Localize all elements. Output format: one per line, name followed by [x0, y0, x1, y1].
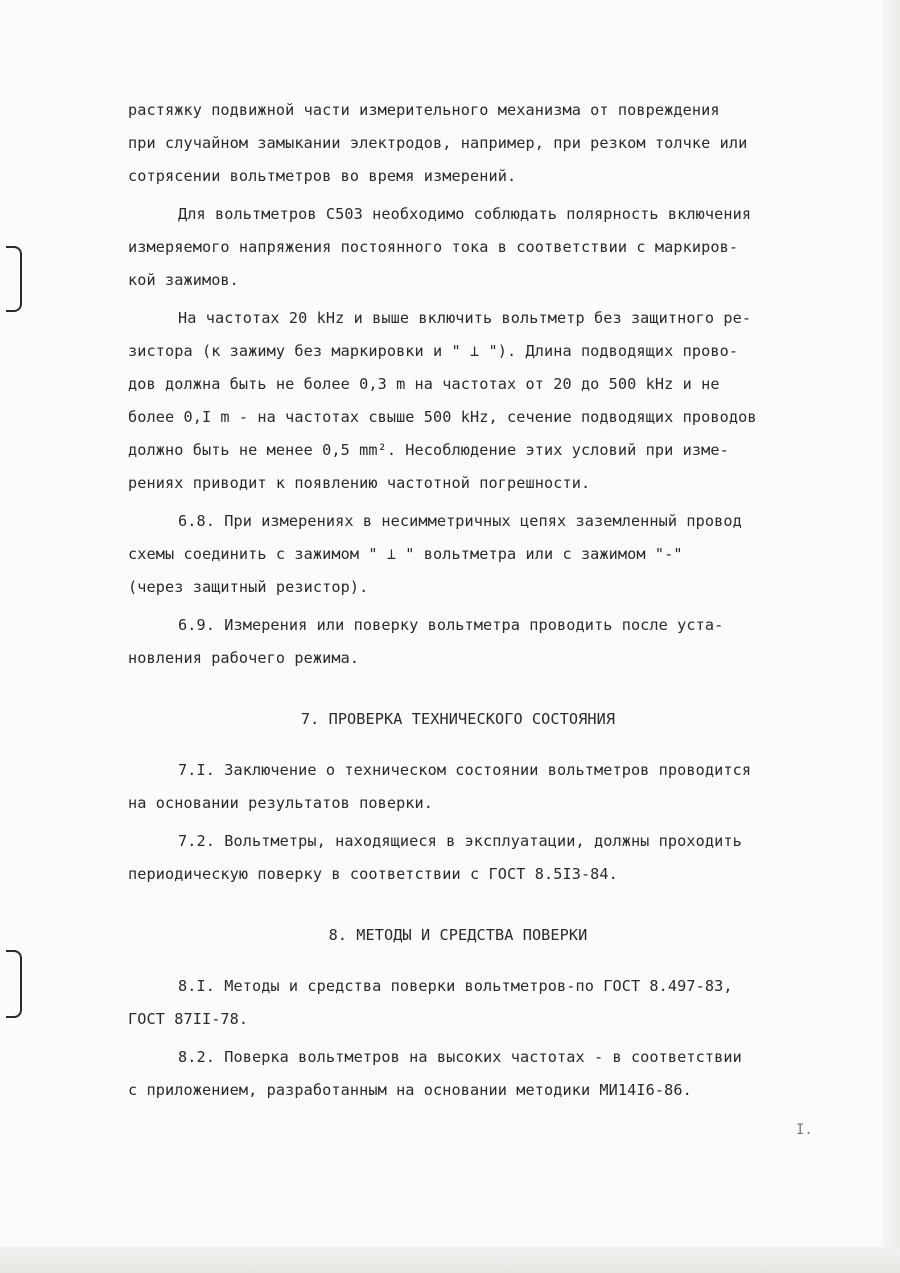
text-line: ГОСТ 87II-78.	[128, 1010, 249, 1028]
paragraph-start: 8.I. Методы и средства поверки вольтметров-по ГОСТ 8.497-83,	[178, 977, 733, 995]
paragraph-start: 6.9. Измерения или поверку вольтметра проводить после уста-	[178, 616, 724, 634]
section-heading: 8. МЕТОДЫ И СРЕДСТВА ПОВЕРКИ	[328, 926, 588, 944]
text-line: на основании результатов поверки.	[128, 794, 434, 812]
text-line: сотрясении вольтметров во время измерений.	[128, 167, 517, 185]
text-line: рениях приводит к появлению частотной погрешности.	[128, 474, 591, 492]
document-body	[128, 94, 818, 1107]
text-line: должно быть не менее 0,5 mm². Несоблюдение этих условий при изме-	[128, 441, 729, 459]
text-line: с приложением, разработанным на основании методики МИ14I6-86.	[128, 1081, 692, 1099]
section-heading: 7. ПРОВЕРКА ТЕХНИЧЕСКОГО СОСТОЯНИЯ	[300, 710, 616, 728]
paragraph-start: 8.2. Поверка вольтметров на высоких частотах - в соответствии	[178, 1048, 742, 1066]
paragraph-start: На частотах 20 kHz и выше включить вольтметр без защитного ре-	[178, 309, 752, 327]
paragraph-start: Для вольтметров С503 необходимо соблюдать полярность включения	[178, 205, 752, 223]
text-line: растяжку подвижной части измерительного механизма от повреждения	[128, 101, 720, 119]
scan-edge-bottom	[0, 1247, 900, 1273]
binder-clip-mark	[6, 246, 22, 312]
paragraph-start: 6.8. При измерениях в несимметричных цепях заземленный провод	[178, 512, 742, 530]
text-line: более 0,I m - на частотах свыше 500 kHz, сечение подводящих проводов	[128, 408, 757, 426]
paragraph-start: 7.I. Заключение о техническом состоянии вольтметров проводится	[178, 761, 752, 779]
text-line: периодическую поверку в соответствии с ГОСТ 8.5I3-84.	[128, 865, 618, 883]
text-line: при случайном замыкании электродов, например, при резком толчке или	[128, 134, 748, 152]
binder-clip-mark	[6, 950, 22, 1018]
scan-edge-right	[882, 0, 900, 1273]
paragraph-start: 7.2. Вольтметры, находящиеся в эксплуатации, должны проходить	[178, 832, 742, 850]
text-line: измеряемого напряжения постоянного тока в соответствии с маркиров-	[128, 238, 739, 256]
text-line: кой зажимов.	[128, 271, 239, 289]
text-line: новления рабочего режима.	[128, 649, 360, 667]
text-line: зистора (к зажиму без маркировки и " ⊥ "). Длина подводящих прово-	[128, 342, 739, 360]
text-line: (через защитный резистор).	[128, 578, 369, 596]
page-number: I.	[796, 1122, 813, 1138]
text-line: дов должна быть не более 0,3 m на частотах от 20 до 500 kHz и не	[128, 375, 720, 393]
text-line: схемы соединить с зажимом " ⊥ " вольтметра или с зажимом "-"	[128, 545, 683, 563]
